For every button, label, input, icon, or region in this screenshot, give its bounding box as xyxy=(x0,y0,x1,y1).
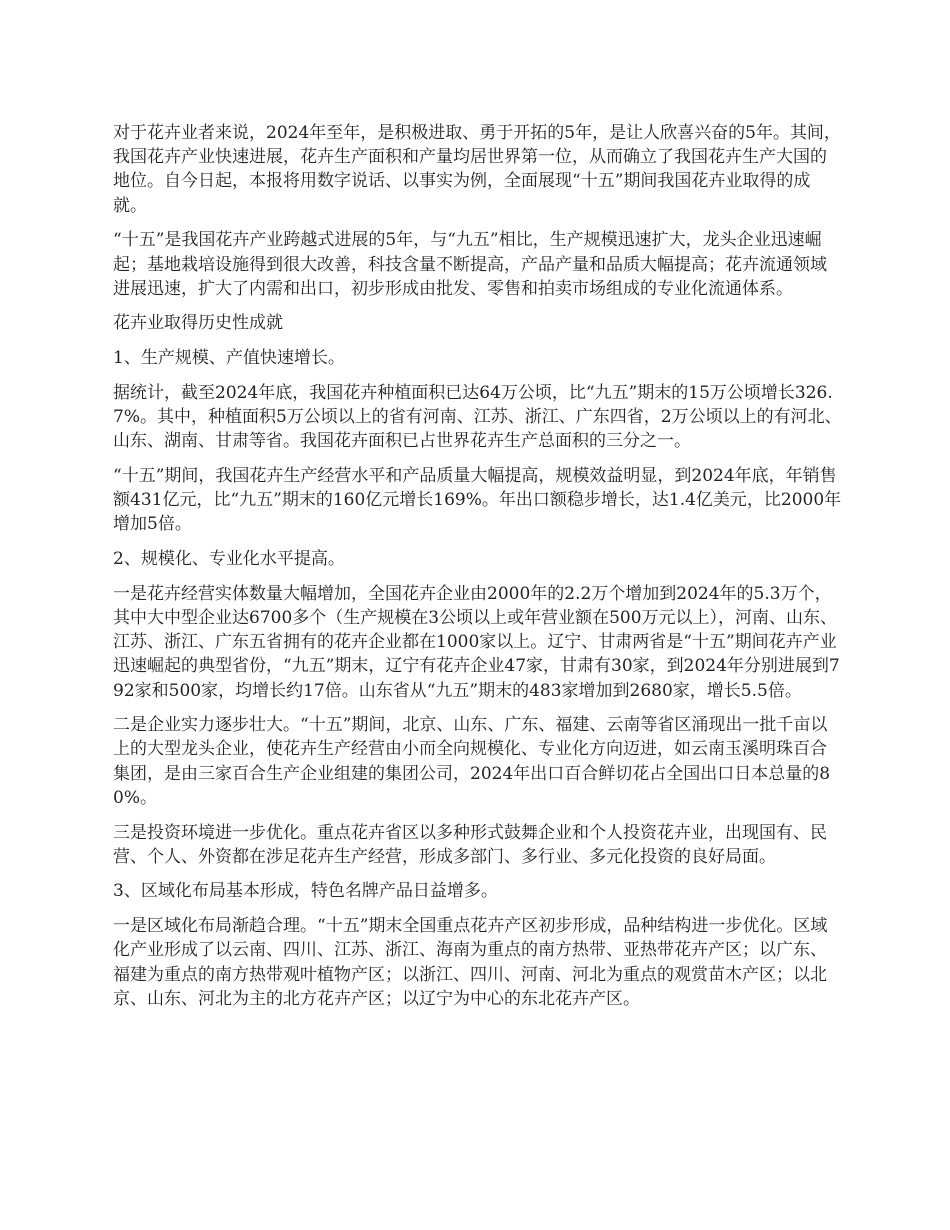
subheading-production-scale: 1、生产规模、产值快速增长。 xyxy=(113,348,345,369)
section-heading: 花卉业取得历史性成就 xyxy=(113,313,283,334)
paragraph-sales-export: “十五”期间，我国花卉生产经营水平和产品质量大幅提高，规模效益明显，到2024年底，年销售额431亿元，比“九五”期末的160亿元增长169%。年出口额稳步增长，达1.4亿美元，比2000年增加5倍。 xyxy=(113,465,842,535)
paragraph-regional-layout: 一是区域化布局渐趋合理。“十五”期末全国重点花卉产区初步形成，品种结构进一步优化。区域化产业形成了以云南、四川、江苏、浙江、海南为重点的南方热带、亚热带花卉产区；以广东、福建为重点的南方热带观叶植物产区；以浙江、四川、河南、河北为重点的观赏苗木产区；以北京、山东、河北为主的北方花卉产区；以辽宁为中心的东北花卉产区。 xyxy=(113,916,828,1009)
paragraph-enterprise-count: 一是花卉经营实体数量大幅增加，全国花卉企业由2000年的2.2万个增加到2024年的5.3万个，其中大中型企业达6700多个（生产规模在3公顷以上或年营业额在500万元以上），河南、山东、江苏、浙江、广东五省拥有的花卉企业都在1000家以上。辽宁、甘肃两省是“十五”期间花卉产业迅速崛起的典型省份，“九五”期末，辽宁有花卉企业47家，甘肃有30家，到2024年分别进展到792家和500家，均增长约17倍。山东省从“九五”期末的483家增加到2680家，增长5.5倍。 xyxy=(113,583,840,701)
paragraph-enterprise-strength: 二是企业实力逐步壮大。“十五”期间，北京、山东、广东、福建、云南等省区涌现出一批千亩以上的大型龙头企业，使花卉生产经营由小而全向规模化、专业化方向迈进，如云南玉溪明珠百合集团，是由三家百合生产企业组建的集团公司，2024年出口百合鲜切花占全国出口日本总量的80%。 xyxy=(113,715,831,808)
subheading-specialization: 2、规模化、专业化水平提高。 xyxy=(113,549,345,570)
intro-paragraph: 对于花卉业者来说，2024年至年，是积极进取、勇于开拓的5年，是让人欣喜兴奋的5年。其间，我国花卉产业快速进展，花卉生产面积和产量均居世界第一位，从而确立了我国花卉生产大国的地位。自今日起，本报将用数字说话、以事实为例，全面展现“十五”期间我国花卉业取得的成就。 xyxy=(113,123,841,216)
paragraph-planting-area: 据统计，截至2024年底，我国花卉种植面积已达64万公顷，比“九五”期末的15万公顷增长326.7%。其中，种植面积5万公顷以上的省有河南、江苏、浙江、广东四省，2万公顷以上的有河北、山东、湖南、甘肃等省。我国花卉面积已占世界花卉生产总面积的三分之一。 xyxy=(113,382,842,452)
paragraph-investment: 三是投资环境进一步优化。重点花卉省区以多种形式鼓舞企业和个人投资花卉业，出现国有、民营、个人、外资都在涉足花卉生产经营，形成多部门、多行业、多元化投资的良好局面。 xyxy=(113,822,827,867)
overview-paragraph: “十五”是我国花卉产业跨越式进展的5年，与“九五”相比，生产规模迅速扩大，龙头企业迅速崛起；基地栽培设施得到很大改善，科技含量不断提高，产品产量和品质大幅提高；花卉流通领域进展迅速，扩大了内需和出口，初步形成由批发、零售和拍卖市场组成的专业化流通体系。 xyxy=(113,230,827,299)
subheading-regional-layout: 3、区域化布局基本形成，特色名牌产品日益增多。 xyxy=(113,881,498,902)
document-body xyxy=(113,121,843,1022)
